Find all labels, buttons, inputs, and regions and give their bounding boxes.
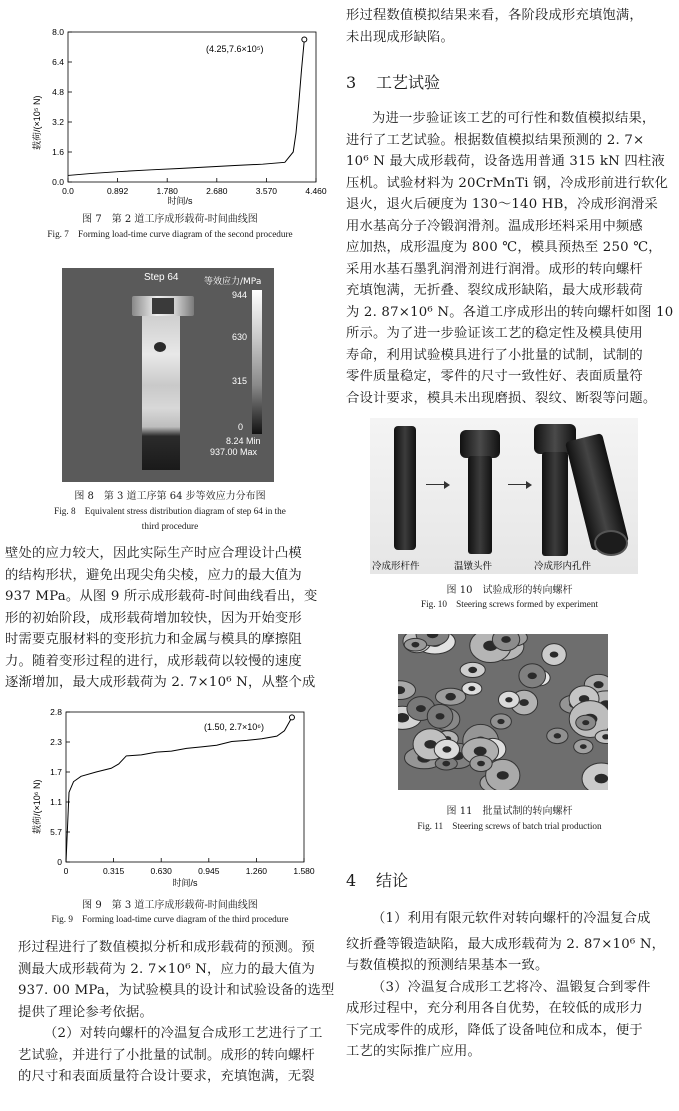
fig9-y-tick-label: 5.7 xyxy=(50,827,62,837)
text-line: 形的初始阶段，成形载荷增加较快，因为开始变形 xyxy=(5,610,302,626)
fig8-max-label: 937.00 Max xyxy=(210,447,258,457)
section-3-number: 3 xyxy=(346,73,357,92)
fig10-label-1: 冷成形杆件 xyxy=(372,561,420,572)
left-bottom-text xyxy=(18,937,338,1088)
text-line: 应加热，成形温度为 800 ℃，模具预热至 250 ℃， xyxy=(346,240,662,255)
fig8-legend-bar xyxy=(252,290,262,434)
fig7-plot-frame xyxy=(68,32,316,182)
fig7-xlabel: 时间/s xyxy=(167,196,193,206)
fig8-legend-title: 等效应力/MPa xyxy=(204,277,262,287)
left-paragraph xyxy=(5,543,335,694)
fig7-caption-cn: 图 7 第 2 道工序成形载荷-时间曲线图 xyxy=(82,214,258,225)
text-line: 的结构形状，避免出现尖角尖棱，应力的最大值为 xyxy=(5,567,302,583)
fig7-x-tick-label: 0.0 xyxy=(62,186,74,196)
text-line: 寿命，利用试验模具进行了小批量的试制，试制的 xyxy=(346,347,643,363)
fig9-plot-frame xyxy=(66,712,304,862)
fig8-part-shank xyxy=(142,316,180,470)
fig7-ylabel: 载荷/(×10⁵ N) xyxy=(32,95,42,150)
fig11-part-hole xyxy=(554,733,561,738)
text-line: 提供了理论参考依据。 xyxy=(18,1004,153,1020)
text-line: 充填饱满，无折叠、裂纹成形缺陷，最大成形载荷 xyxy=(346,283,643,298)
text-line: 用水基高分子冷锻润滑剂。温成形坯料采用中频感 xyxy=(346,218,643,234)
fig9-peak-point xyxy=(289,715,294,720)
fig9-ylabel: 载荷/(×10⁶ N) xyxy=(32,779,42,834)
fig10-inner-hole-shank xyxy=(542,452,568,556)
fig9-x-tick-label: 0.630 xyxy=(150,866,172,876)
fig9-x-tick-label: 0.315 xyxy=(102,866,125,876)
fig11-part-hole xyxy=(436,713,445,719)
fig9-x-tick-label: 0 xyxy=(63,866,69,876)
fig10-warm-upset-shank xyxy=(468,456,492,554)
fig8-legend-tick-630: 630 xyxy=(232,332,248,342)
figure-8 xyxy=(62,268,274,482)
fig11-part-hole xyxy=(442,761,450,767)
section-3-body xyxy=(346,108,676,409)
fig11-caption-en: Fig. 11 Steering screws of batch trial production xyxy=(417,821,602,831)
text-line: 工艺的实际推广应用。 xyxy=(346,1044,481,1059)
fig8-stress-spot xyxy=(154,342,166,352)
fig11-part-hole xyxy=(477,761,485,767)
fig11-part-hole xyxy=(519,699,528,706)
fig9-x-tick-label: 1.580 xyxy=(293,866,315,876)
fig8-min-label: 8.24 Min xyxy=(226,436,261,446)
text-line: 未出现成形缺陷。 xyxy=(346,29,454,45)
fig10-arrow-2-head xyxy=(526,481,532,489)
fig11-part-hole xyxy=(468,686,475,691)
fig9-annotation: (1.50, 2.7×10⁶) xyxy=(204,722,264,732)
fig10-caption-cn: 图 10 试验成形的转向螺杆 xyxy=(446,585,573,596)
fig9-x-tick-label: 0.945 xyxy=(198,866,220,876)
fig7-annotation: (4.25,7.6×10⁵) xyxy=(206,44,264,54)
fig11-part-hole xyxy=(445,693,456,701)
text-line: 形过程数值模拟结果来看，各阶段成形充填饱满， xyxy=(346,8,643,23)
fig11-part-hole xyxy=(594,681,604,688)
fig11-part-hole xyxy=(582,720,589,725)
text-line: 零件质量稳定，零件的尺寸一致性好、表面质量符 xyxy=(346,369,643,384)
text-line: （3）冷温复合成形工艺将冷、温锻复合到零件 xyxy=(372,979,651,995)
fig9-chart xyxy=(28,704,328,890)
figure-10-photo xyxy=(370,418,638,574)
fig7-y-tick-label: 0.0 xyxy=(52,177,64,187)
section-4-body xyxy=(346,908,676,1063)
section-3-title: 工艺试验 xyxy=(376,73,441,92)
section-4-number: 4 xyxy=(346,871,357,890)
fig10-caption-en: Fig. 10 Steering screws formed by experiment xyxy=(420,599,599,609)
text-line: 力。随着变形过程的进行，成形载荷以较慢的速度 xyxy=(5,653,302,669)
fig7-chart xyxy=(28,10,328,206)
fig8-caption-en-line1: Fig. 8 Equivalent stress distribution diagram of step 64 in the xyxy=(54,506,286,516)
fig7-y-tick-label: 4.8 xyxy=(52,87,64,97)
fig8-legend-tick-944: 944 xyxy=(232,290,248,300)
section-3-heading xyxy=(346,70,440,93)
fig7-x-tick-label: 2.680 xyxy=(206,186,228,196)
text-line: 的尺寸和表面质量符合设计要求，充填饱满，无裂 xyxy=(18,1069,315,1084)
fig7-y-tick-label: 6.4 xyxy=(52,57,64,67)
text-line: 成形过程中，充分利用各自优势，在较低的成形力 xyxy=(346,1001,643,1016)
text-line: （1）利用有限元软件对转向螺杆的冷温复合成 xyxy=(372,911,651,926)
fig8-part-neck xyxy=(152,298,174,314)
fig9-caption-en: Fig. 9 Forming load-time curve diagram of the third procedure xyxy=(51,914,289,924)
fig7-x-tick-label: 1.780 xyxy=(156,186,178,196)
fig10-warm-upset-head xyxy=(460,430,500,458)
text-line: 937. 00 MPa，为试验模具的设计和试验设备的选型 xyxy=(18,983,335,998)
fig9-xlabel: 时间/s xyxy=(172,878,198,888)
text-line: 10⁶ N 最大成形载荷，设备选用普通 315 kN 四柱液 xyxy=(346,154,665,169)
fig8-legend-tick-315: 315 xyxy=(232,376,248,386)
fig8-legend-tick-0: 0 xyxy=(238,422,244,432)
fig11-part-hole xyxy=(501,636,511,643)
fig9-y-tick-label: 2.8 xyxy=(50,707,62,717)
fig9-y-tick-label: 1.7 xyxy=(50,767,62,777)
text-line: 形过程进行了数值模拟分析和成形载荷的预测。预 xyxy=(18,940,315,955)
text-line: 时需要克服材料的变形抗力和金属与模具的摩擦阻 xyxy=(5,632,302,647)
text-line: 为 2. 87×10⁶ N。各道工序成形出的转向螺杆如图 10 xyxy=(346,304,674,320)
fig9-y-tick-label: 2.3 xyxy=(50,737,62,747)
text-line: 合设计要求，模具未出现磨损、裂纹、断裂等问题。 xyxy=(346,390,657,406)
fig10-label-3: 冷成形内孔件 xyxy=(534,561,592,572)
fig9-x-tick-label: 1.260 xyxy=(245,866,268,876)
fig9-y-tick-label: 1.1 xyxy=(50,797,62,807)
fig9-y-tick-label: 0 xyxy=(57,857,62,867)
figure-7 xyxy=(28,10,328,206)
fig10-arrow-1-head xyxy=(444,481,450,489)
fig10-arrow-1 xyxy=(426,484,446,485)
fig11-part-hole xyxy=(528,672,537,679)
fig11-part-hole xyxy=(474,747,487,756)
fig11-part-hole xyxy=(411,642,419,648)
fig11-part-hole xyxy=(595,774,608,784)
text-line: 所示。为了进一步验证该工艺的稳定性及模具使用 xyxy=(346,326,643,341)
fig11-part-hole xyxy=(497,771,509,780)
section-4-title: 结论 xyxy=(376,871,409,890)
fig10-inner-hole-opening xyxy=(594,530,628,556)
fig10-arrow-2 xyxy=(508,484,528,485)
text-line: 艺试验，并进行了小批量的试制。成形的转向螺杆 xyxy=(18,1047,315,1063)
fig11-caption-cn: 图 11 批量试制的转向螺杆 xyxy=(446,806,573,817)
fig11-part-hole xyxy=(497,719,504,724)
fig7-y-tick-label: 3.2 xyxy=(52,117,64,127)
fig7-x-tick-label: 3.570 xyxy=(255,186,278,196)
text-line: 测最大成形载荷为 2. 7×10⁶ N，应力的最大值为 xyxy=(18,961,316,977)
text-line: 逐渐增加，最大成形载荷为 2. 7×10⁶ N，从整个成 xyxy=(5,675,316,690)
fig9-caption-cn: 图 9 第 3 道工序成形载荷-时间曲线图 xyxy=(82,900,258,911)
fig10-label-2: 温镦头件 xyxy=(454,561,493,572)
fig7-x-tick-label: 4.460 xyxy=(305,186,327,196)
section-4-heading xyxy=(346,868,408,891)
text-line: 采用水基石墨乳润滑剂进行润滑。成形的转向螺杆 xyxy=(346,261,643,277)
fig7-peak-point xyxy=(302,37,307,42)
fig11-part-hole xyxy=(442,746,451,752)
fig8-caption-cn: 图 8 第 3 道工序第 64 步等效应力分布图 xyxy=(74,491,266,502)
text-line: 为进一步验证该工艺的可行性和数值模拟结果， xyxy=(372,111,656,126)
text-line: （2）对转向螺杆的冷温复合成形工艺进行了工 xyxy=(44,1026,323,1041)
fig10-rod-cold-formed xyxy=(394,426,416,550)
fig9-series-line xyxy=(66,717,292,862)
fig11-part-hole xyxy=(505,697,512,702)
fig11-part-hole xyxy=(416,705,426,712)
text-line: 退火，退火后硬度为 130～140 HB，冷成形润滑采 xyxy=(346,197,659,212)
fig11-part-hole xyxy=(468,667,477,673)
fig11-parts-pile xyxy=(398,634,608,790)
fig7-y-tick-label: 1.6 xyxy=(52,147,64,157)
text-line: 与数值模拟的预测结果基本一致。 xyxy=(346,958,549,973)
text-line: 壁处的应力较大，因此实际生产时应合理设计凸模 xyxy=(5,546,302,561)
fig11-part-hole xyxy=(550,652,559,658)
fig8-step-label: Step 64 xyxy=(144,272,179,283)
text-line: 压机。试验材料为 20CrMnTi 钢，冷成形前进行软化 xyxy=(346,175,669,191)
figure-9 xyxy=(28,704,328,890)
fig8-caption-en-line2: third procedure xyxy=(141,521,199,531)
text-line: 下完成零件的成形，降低了设备吨位和成本，便于 xyxy=(346,1022,643,1038)
fig7-series-line xyxy=(68,40,304,176)
fig7-y-tick-label: 8.0 xyxy=(52,27,64,37)
right-top-text xyxy=(346,5,676,48)
text-line: 937 MPa。从图 9 所示成形载荷-时间曲线看出，变 xyxy=(5,589,318,604)
fig7-x-tick-label: 0.892 xyxy=(106,186,129,196)
fig7-caption-en: Fig. 7 Forming load-time curve diagram of the second procedure xyxy=(47,229,293,239)
text-line: 进行了工艺试验。根据数值模拟结果预测的 2. 7× xyxy=(346,132,645,148)
fig11-part-hole xyxy=(580,744,587,749)
figure-11-photo xyxy=(398,634,608,790)
text-line: 纹折叠等锻造缺陷，最大成形载荷为 2. 87×10⁶ N， xyxy=(346,936,666,952)
